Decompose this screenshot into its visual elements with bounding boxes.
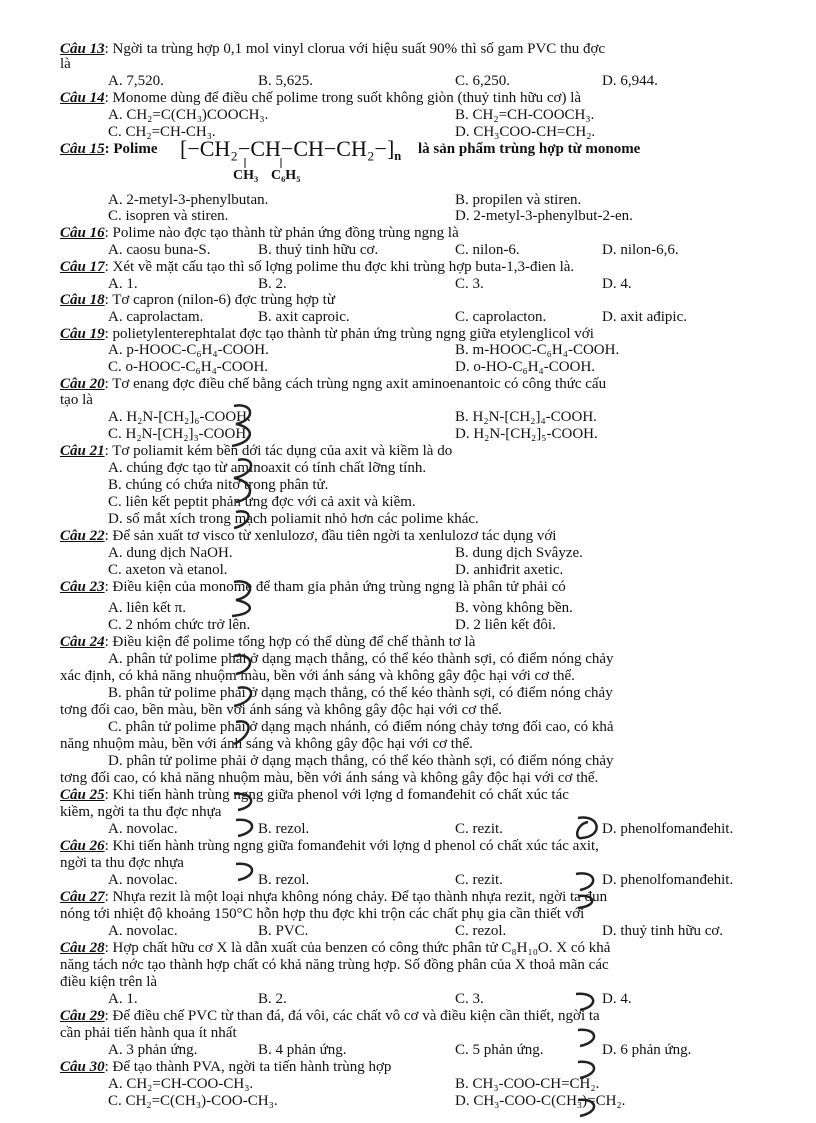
question-16: Câu 16: Polime nào đợc tạo thành từ phản ứng đồng trùng ngng là	[60, 225, 459, 241]
q16-option-c: C. nilon-6.	[455, 242, 520, 258]
question-15-tail: là sản phẩm trùng hợp từ monome	[418, 141, 641, 157]
q27-option-a: A. novolac.	[108, 923, 178, 939]
question-29: Câu 29: Để điều chế PVC từ than đá, đá vôi, các chất vô cơ và điều kiện cần thiết, ngời ta	[60, 1008, 600, 1024]
question-28: Câu 28: Hợp chất hữu cơ X là dẫn xuất của benzen có công thức phân tử C₈H₁₀O. X có khả	[60, 940, 611, 956]
q16-option-d: D. nilon-6,6.	[602, 242, 679, 258]
q28-option-b: B. 2.	[258, 991, 287, 1007]
q20-option-a: A. H₂N-[CH₂]₆-COOH.	[108, 409, 251, 425]
question-30: Câu 30: Để tạo thành PVA, ngời ta tiến hành trùng hợp	[60, 1059, 392, 1075]
q30-option-d: D. CH₃-COO-C(CH₃)=CH₂.	[455, 1093, 626, 1109]
q17-option-a: A. 1.	[108, 276, 138, 292]
q20-option-b: B. H₂N-[CH₂]₄-COOH.	[455, 409, 597, 425]
q27-option-b: B. PVC.	[258, 923, 309, 939]
q28-option-d: D. 4.	[602, 991, 632, 1007]
question-14: Câu 14: Monome dùng để điều chế polime trong suốt không giòn (thuỷ tinh hữu cơ) là	[60, 90, 582, 106]
scribble-watermark	[228, 790, 268, 890]
q25-option-d: D. phenolfomanđehit.	[602, 821, 734, 837]
q16-option-a: A. caosu buna-S.	[108, 242, 211, 258]
q13-option-c: C. 6,250.	[455, 73, 511, 89]
polymer-substituent-1: CH₃	[233, 168, 259, 183]
q13-option-d: D. 6,944.	[602, 73, 658, 89]
q28-option-c: C. 3.	[455, 991, 484, 1007]
q29-option-b: B. 4 phản ứng.	[258, 1042, 347, 1058]
scribble-watermark	[226, 652, 262, 752]
q21-option-c: C. liên kết peptit phản ứng đợc với cả axit và kiềm.	[108, 494, 416, 510]
q29-option-c: C. 5 phản ứng.	[455, 1042, 544, 1058]
scribble-watermark	[226, 578, 262, 618]
q22-option-a: A. dung dịch NaOH.	[108, 545, 233, 561]
question-17: Câu 17: Xét về mặt cấu tạo thì số lợng polime thu đợc khi trùng hợp buta-1,3-đien là.	[60, 259, 575, 275]
question-18: Câu 18: Tơ capron (nilon-6) đợc trùng hợp từ	[60, 292, 335, 308]
question-27-cont: nóng tới nhiệt độ khoảng 150°C hỗn hợp thu đợc khi trộn các chất phụ gia cần thiết với	[60, 906, 585, 922]
q28-option-a: A. 1.	[108, 991, 138, 1007]
question-29-cont: cần phải tiến hành qua ít nhất	[60, 1025, 237, 1041]
q17-option-b: B. 2.	[258, 276, 287, 292]
scribble-watermark	[570, 990, 606, 1120]
q20-option-d: D. H₂N-[CH₂]₅-COOH.	[455, 426, 598, 442]
q17-option-c: C. 3.	[455, 276, 484, 292]
q24-option-c-line1: C. phân tử polime phải ở dạng mạch nhánh, có điểm nóng chảy tơng đối cao, có khả	[108, 719, 614, 735]
q14-option-b: B. CH₂=CH-COOCH₃.	[455, 107, 595, 123]
question-19: Câu 19: polietylenterephtalat đợc tạo thành từ phản ứng trùng ngng giữa etylenglicol với	[60, 326, 594, 342]
q19-option-d: D. o-HO-C₆H₄-COOH.	[455, 359, 596, 375]
q26-option-a: A. novolac.	[108, 872, 178, 888]
q18-option-d: D. axit ađipic.	[602, 309, 687, 325]
q23-option-c: C. 2 nhóm chức trở lên.	[108, 617, 251, 633]
q17-option-d: D. 4.	[602, 276, 632, 292]
q15-option-a: A. 2-metyl-3-phenylbutan.	[108, 192, 269, 208]
question-20: Câu 20: Tơ enang đợc điều chế bằng cách trùng ngng axit aminoenantoic có công thức cấu	[60, 376, 607, 392]
q16-option-b: B. thuỷ tinh hữu cơ.	[258, 242, 379, 258]
q24-option-d-line2: tơng đối cao, có khả năng nhuộm màu, bền với ánh sáng và không gây độc hại với cơ thể.	[60, 770, 599, 786]
q13-option-b: B. 5,625.	[258, 73, 314, 89]
question-13: Câu 13: Ngời ta trùng hợp 0,1 mol vinyl clorua với hiệu suất 90% thì số gam PVC thu đợc	[60, 41, 606, 57]
polymer-substituent-2: C₆H₅	[271, 168, 301, 183]
question-28-cont: năng tách nớc tạo thành hợp chất có khả năng trùng hợp. Số đồng phân của X thoả mãn các	[60, 957, 609, 973]
q25-option-c: C. rezit.	[455, 821, 503, 837]
q21-option-d: D. số mắt xích trong mạch poliamit nhỏ hơn các polime khác.	[108, 511, 479, 527]
q25-option-b: B. rezol.	[258, 821, 310, 837]
q30-option-c: C. CH₂=C(CH₃)-COO-CH₃.	[108, 1093, 278, 1109]
q26-option-b: B. rezol.	[258, 872, 310, 888]
q24-option-c-line2: năng nhuộm màu, bền với ánh sáng và không gây độc hại với cơ thể.	[60, 736, 473, 752]
q30-option-a: A. CH₂=CH-COO-CH₃.	[108, 1076, 254, 1092]
q26-option-c: C. rezit.	[455, 872, 503, 888]
q19-option-c: C. o-HOOC-C₆H₄-COOH.	[108, 359, 269, 375]
q23-option-a: A. liên kết π.	[108, 600, 186, 616]
question-22: Câu 22: Để sản xuất tơ visco từ xenlulozơ, đầu tiên ngời ta xenlulozơ tác dụng với	[60, 528, 557, 544]
q30-option-b: B. CH₃-COO-CH=CH₂.	[455, 1076, 600, 1092]
q15-option-c: C. isopren và stiren.	[108, 208, 229, 224]
q27-option-c: C. rezol.	[455, 923, 507, 939]
question-24: Câu 24: Điều kiện để polime tổng hợp có thể dùng để chế thành tơ là	[60, 634, 476, 650]
q22-option-d: D. anhiđrit axetic.	[455, 562, 564, 578]
question-15: Câu 15: Polime	[60, 141, 158, 157]
q29-option-a: A. 3 phản ứng.	[108, 1042, 198, 1058]
q21-option-a: A. chúng đợc tạo từ aminoaxit có tính chất lỡng tính.	[108, 460, 427, 476]
scribble-watermark	[570, 814, 610, 844]
q26-option-d: D. phenolfomanđehit.	[602, 872, 734, 888]
q20-option-c: C. H₂N-[CH₂]₃-COOH.	[108, 426, 250, 442]
q24-option-a-line2: xác định, có khả năng nhuộm màu, bền với ánh sáng và không gây độc hại với cơ thể.	[60, 668, 575, 684]
q14-option-a: A. CH₂=C(CH₃)COOCH₃.	[108, 107, 269, 123]
q24-option-b-line1: B. phân tử polime phải ở dạng mạch thẳng, có thể kéo thành sợi, có điểm nóng chảy	[108, 685, 613, 701]
question-26-cont: ngời ta thu đợc nhựa	[60, 855, 184, 871]
question-25-cont: kiềm, ngời ta thu đợc nhựa	[60, 804, 222, 820]
q23-option-b: B. vòng không bền.	[455, 600, 573, 616]
question-13-cont: là	[60, 56, 71, 72]
q19-option-b: B. m-HOOC-C₆H₄-COOH.	[455, 342, 620, 358]
polymer-bonds	[233, 158, 293, 170]
question-28-cont2: điều kiện trên là	[60, 974, 158, 990]
q18-option-c: C. caprolacton.	[455, 309, 547, 325]
q24-option-a-line1: A. phân tử polime phải ở dạng mạch thẳng, có thể kéo thành sợi, có điểm nóng chảy	[108, 651, 614, 667]
q24-option-d-line1: D. phân tử polime phải ở dạng mạch thẳng, có thể kéo thành sợi, có điểm nóng chảy	[108, 753, 614, 769]
question-20-cont: tạo là	[60, 392, 93, 408]
q18-option-b: B. axit caproic.	[258, 309, 350, 325]
q29-option-d: D. 6 phản ứng.	[602, 1042, 692, 1058]
q23-option-d: D. 2 liên kết đôi.	[455, 617, 556, 633]
q27-option-d: D. thuỷ tinh hữu cơ.	[602, 923, 724, 939]
q25-option-a: A. novolac.	[108, 821, 178, 837]
q14-option-c: C. CH₂=CH-CH₃.	[108, 124, 216, 140]
q15-option-b: B. propilen và stiren.	[455, 192, 582, 208]
scribble-watermark	[568, 870, 608, 910]
q24-option-b-line2: tơng đối cao, bền màu, bền với ánh sáng và không gây độc hại với cơ thể.	[60, 702, 503, 718]
question-27: Câu 27: Nhựa rezit là một loại nhựa không nóng chảy. Để tạo thành nhựa rezit, ngời ta đun	[60, 889, 608, 905]
question-23: Câu 23: Điều kiện của monome để tham gia phản ứng trùng ngng là phân tử phải có	[60, 579, 566, 595]
q18-option-a: A. caprolactam.	[108, 309, 204, 325]
q22-option-b: B. dung dịch Svâyze.	[455, 545, 583, 561]
q15-option-d: D. 2-metyl-3-phenylbut-2-en.	[455, 208, 633, 224]
question-21: Câu 21: Tơ poliamit kém bền dới tác dụng của axit và kiềm là do	[60, 443, 453, 459]
q21-option-b: B. chúng có chứa nitơ trong phân tử.	[108, 477, 329, 493]
question-26: Câu 26: Khi tiến hành trùng ngng giữa fomanđehit với lợng d phenol có chất xúc tác axit,	[60, 838, 599, 854]
q13-option-a: A. 7,520.	[108, 73, 164, 89]
question-25: Câu 25: Khi tiến hành trùng ngng giữa phenol với lợng d fomanđehit có chất xúc tác	[60, 787, 569, 803]
q14-option-d: D. CH₃COO-CH=CH₂.	[455, 124, 596, 140]
scribble-watermark	[226, 402, 262, 532]
polymer-formula: $[-CH_2-CH-CH-CH_2-]_n$	[180, 136, 402, 163]
q19-option-a: A. p-HOOC-C₆H₄-COOH.	[108, 342, 269, 358]
q22-option-c: C. axeton và etanol.	[108, 562, 228, 578]
